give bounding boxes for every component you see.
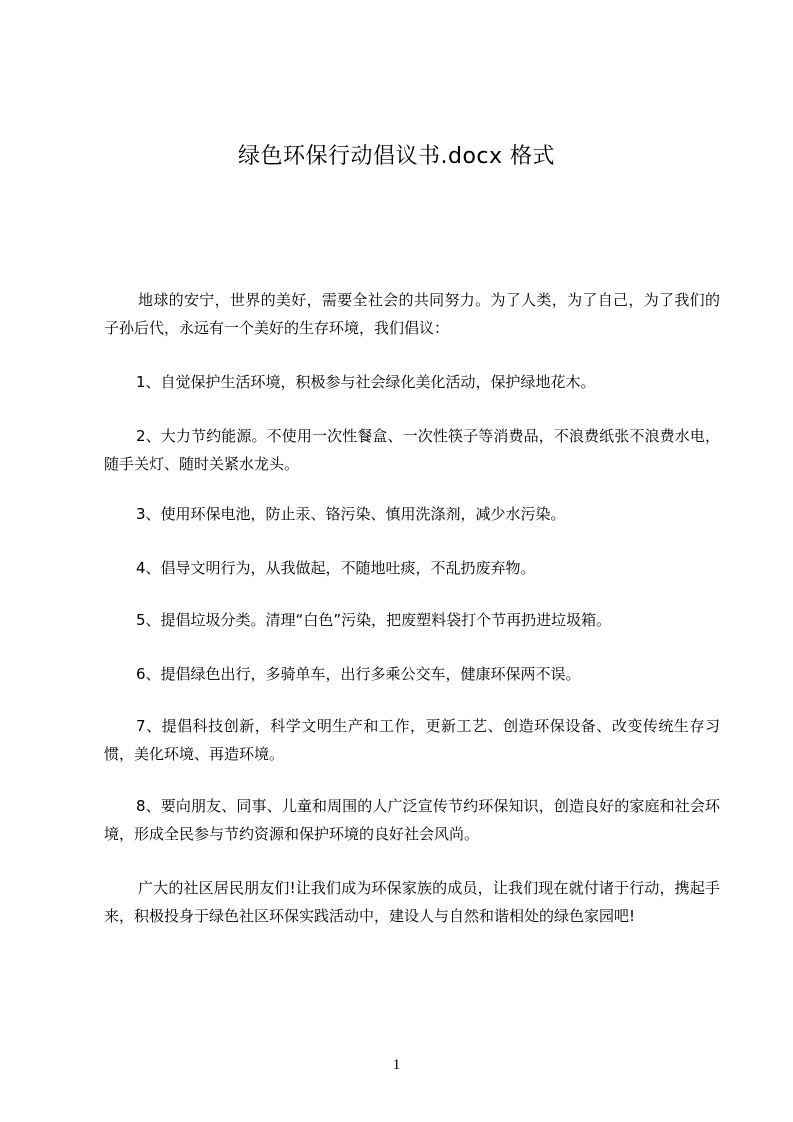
proposal-item-4: 4、倡导文明行为，从我做起，不随地吐痰，不乱扔废弃物。 (136, 559, 536, 577)
closing-paragraph: 广大的社区居民朋友们!让我们成为环保家族的成员，让我们现在就付诸于行动，携起手来，积极投身于绿色社区环保实践活动中，建设人与自然和谐相处的绿色家园吧! (104, 879, 720, 925)
proposal-item-1: 1、自觉保护生活环境，积极参与社会绿化美化活动，保护绿地花木。 (136, 373, 596, 391)
proposal-item-5: 5、提倡垃圾分类。清理“白色”污染，把废塑料袋打个节再扔进垃圾箱。 (136, 611, 612, 629)
proposal-item-2: 2、大力节约能源。不使用一次性餐盒、一次性筷子等消费品，不浪费纸张不浪费水电，随手关灯、随时关紧水龙头。 (104, 427, 720, 473)
document-title: 绿色环保行动倡议书.docx 格式 (237, 144, 556, 169)
page-number: 1 (392, 1057, 401, 1073)
proposal-item-6: 6、提倡绿色出行，多骑单车，出行多乘公交车，健康环保两不误。 (136, 665, 581, 683)
proposal-item-7: 7、提倡科技创新，科学文明生产和工作，更新工艺、创造环保设备、改变传统生存习惯，美化环境、再造环境。 (104, 717, 720, 763)
intro-paragraph: 地球的安宁，世界的美好，需要全社会的共同努力。为了人类，为了自己，为了我们的子孙后代，永远有一个美好的生存环境，我们倡议： (104, 291, 720, 337)
proposal-item-3: 3、使用环保电池，防止汞、铬污染、慎用洗涤剂，减少水污染。 (136, 505, 566, 523)
proposal-item-8: 8、要向朋友、同事、儿童和周围的人广泛宣传节约环保知识，创造良好的家庭和社会环境，形成全民参与节约资源和保护环境的良好社会风尚。 (104, 797, 720, 843)
